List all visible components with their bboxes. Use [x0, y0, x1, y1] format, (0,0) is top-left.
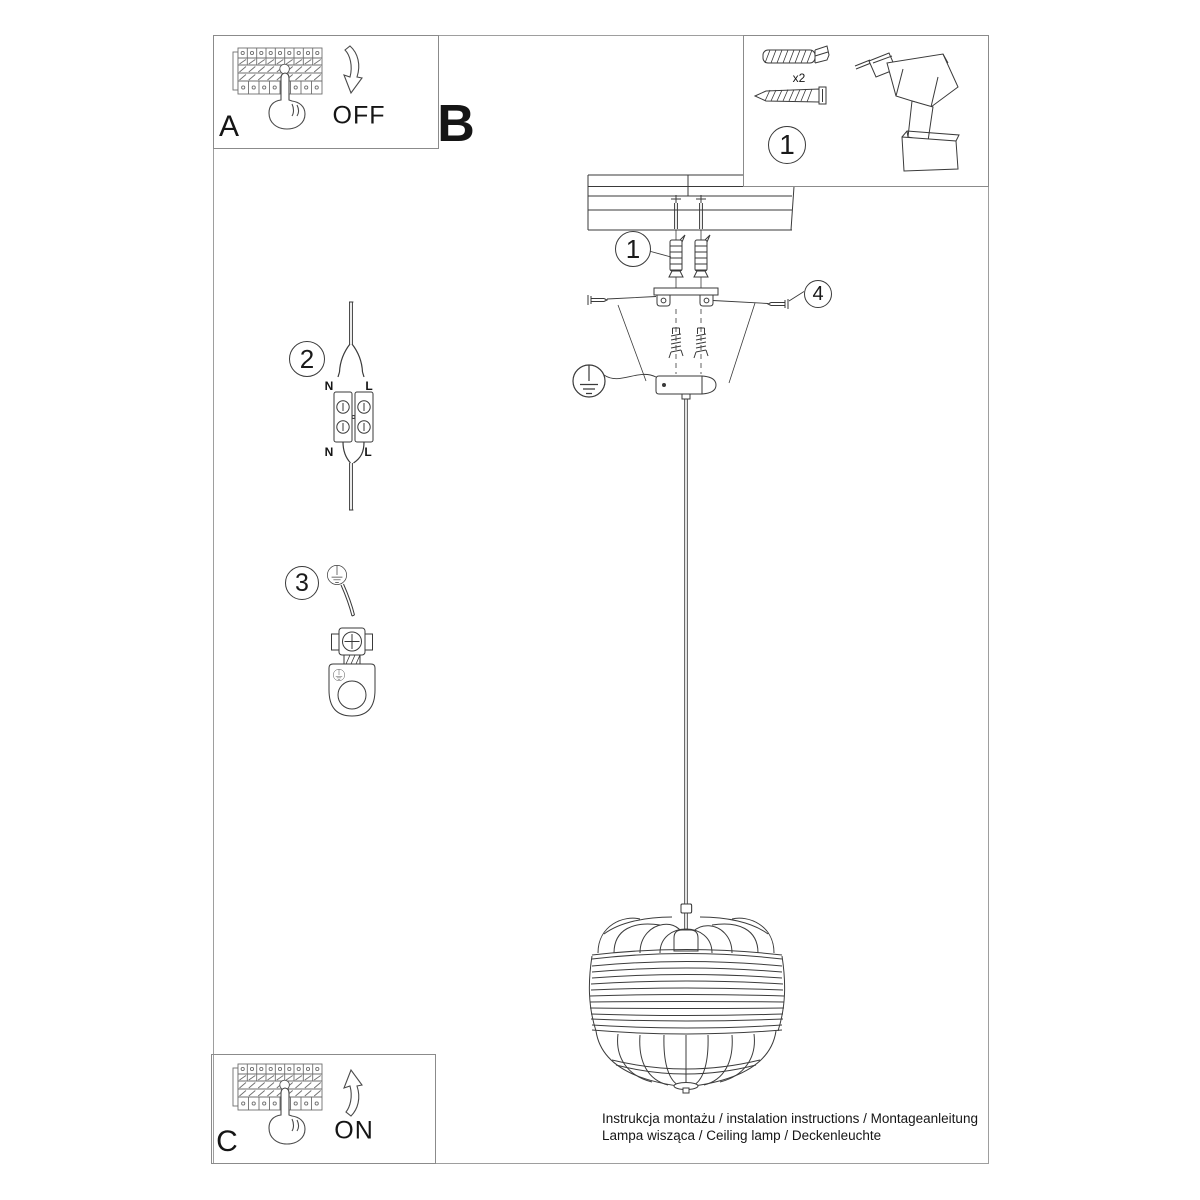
wire-label-n-bottom: N: [324, 445, 334, 459]
wire-label-l-top: L: [365, 379, 373, 393]
panel-c-label: C: [216, 1125, 238, 1158]
panel-a-action: OFF: [332, 101, 386, 130]
panel-c-action: ON: [334, 1116, 374, 1145]
kit-step-badge: 1: [768, 126, 806, 164]
step-wiring-badge: 2: [289, 341, 325, 377]
step-grounding-badge: 3: [285, 566, 319, 600]
wire-label-l-bottom: L: [364, 445, 372, 459]
breaker-off-box: [213, 35, 439, 149]
footer-title: [602, 1110, 978, 1144]
main-frame: [213, 35, 989, 1164]
tools-box: [743, 35, 989, 187]
footer-line-1: Instrukcja montażu / instalation instructions / Montageanleitung: [602, 1111, 978, 1126]
footer-line-2: Lampa wisząca / Ceiling lamp / Deckenleuchte: [602, 1128, 882, 1143]
section-b-label: B: [437, 95, 475, 153]
step-screws-badge: 4: [804, 280, 832, 308]
step-anchors-badge: 1: [615, 231, 651, 267]
kit-quantity-label: x2: [792, 71, 806, 85]
panel-a-label: A: [218, 110, 240, 143]
wire-label-n-top: N: [324, 379, 334, 393]
breaker-on-box: [211, 1054, 436, 1164]
